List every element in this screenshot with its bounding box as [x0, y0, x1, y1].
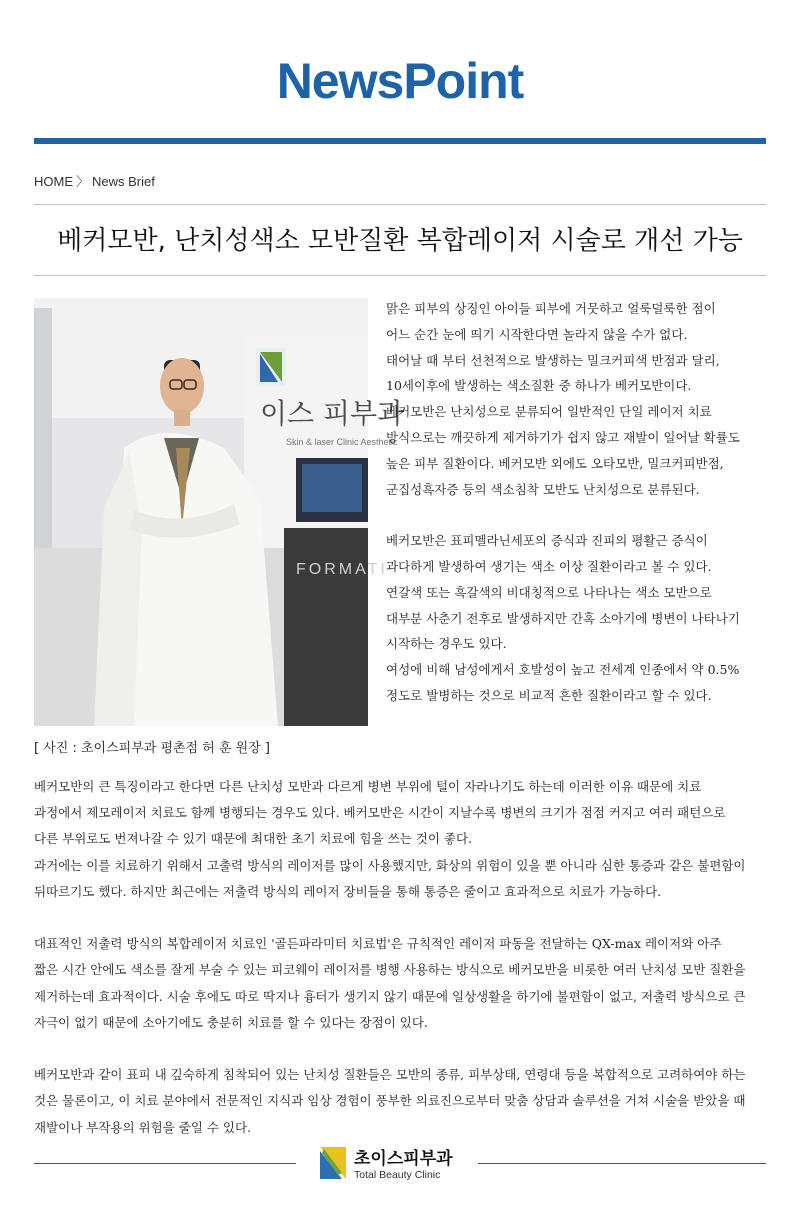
side-text-line: 대부분 사춘기 전후로 발생하지만 간혹 소아기에 병변이 나타나기 [386, 610, 740, 626]
side-paragraph-1 [386, 296, 776, 502]
body-text-line: 재발이나 부작용의 위험을 줄일 수 있다. [34, 1119, 252, 1135]
body-text-line: 과거에는 이를 치료하기 위해서 고출력 방식의 레이저를 많이 사용했지만, 화상의 위험이 있을 뿐 아니라 심한 통증과 같은 불편함이 [34, 857, 746, 873]
photo-caption: [ 사진 : 초이스피부과 평촌점 허 훈 원장 ] [34, 741, 270, 756]
breadcrumb-separator: 〉 [76, 174, 90, 189]
side-text-line: 태어날 때 부터 선천적으로 발생하는 밀크커피색 반점과 달리, [386, 352, 720, 368]
side-text-line: 맑은 피부의 상징인 아이들 피부에 거뭇하고 얼룩덜룩한 점이 [386, 301, 716, 316]
clinic-subtitle: Total Beauty Clinic [354, 1169, 441, 1181]
breadcrumb-section-link[interactable]: News Brief [92, 174, 155, 189]
side-text-line: 여성에 비해 남성에게서 호발성이 높고 전세계 인종에서 약 0.5% [386, 662, 740, 678]
body-text-line: 베커모반과 같이 표피 내 깊숙하게 침착되어 있는 난치성 질환들은 모반의 종류, 피부상태, 연령대 등을 복합적으로 고려하여야 하는 [34, 1067, 746, 1083]
body-text-line: 대표적인 저출력 방식의 복합레이저 치료인 '골든파라미터 치료법'은 규칙적인 레이저 파동을 전달하는 QX-max 레이저와 아주 [34, 936, 722, 952]
photo-sign-text: 이스 피부과 [260, 397, 405, 430]
side-text-line: 방식으로는 깨끗하게 제거하기가 쉽지 않고 재발이 일어날 확률도 [386, 429, 740, 445]
photo-desk-text: FORMATI [296, 561, 388, 578]
side-text-line: 시작하는 경우도 있다. [386, 636, 507, 652]
side-text-line: 베커모반은 표피멜라닌세포의 증식과 진피의 평활근 증식이 [386, 533, 708, 549]
side-text-line: 연갈색 또는 흑갈색의 비대칭적으로 나타나는 색소 모반으로 [386, 584, 712, 600]
header-rule [34, 138, 766, 144]
photo-sign-sub: Skin & laser Clinic Aesthetic [286, 437, 398, 447]
body-text-line: 베커모반의 큰 특징이라고 한다면 다른 난치성 모반과 다르게 병변 부위에 털이 자라나기도 하는데 이러한 이유 때문에 치료 [34, 779, 702, 794]
side-text-line: 어느 순간 눈에 띄기 시작한다면 놀라지 않을 수가 없다. [386, 326, 688, 342]
body-text-line: 짧은 시간 안에도 색소를 잘게 부술 수 있는 피코웨이 레이저를 병행 사용하는 방식으로 베커모반을 비롯한 여러 난치성 모반 질환을 [34, 962, 746, 978]
body-paragraph-2 [34, 931, 774, 1036]
body-text-line: 자극이 없기 때문에 소아기에도 충분히 치료를 할 수 있다는 장점이 있다. [34, 1014, 428, 1030]
clinic-leaf-logo-icon [316, 1143, 350, 1183]
side-text-line: 10세이후에 발생하는 색소질환 중 하나가 베커모반이다. [386, 378, 692, 394]
clinic-name: 초이스피부과 [354, 1149, 453, 1169]
article-photo [34, 298, 405, 726]
article-body-text [34, 774, 774, 1141]
side-text-line: 과다하게 발생하여 생기는 색소 이상 질환이라고 볼 수 있다. [386, 558, 712, 574]
site-logo[interactable]: NewsPoint [276, 53, 524, 109]
breadcrumb-home-link[interactable]: HOME [34, 174, 73, 189]
breadcrumb [34, 171, 155, 190]
footer-divider-right [478, 1163, 766, 1164]
side-paragraph-2 [386, 528, 776, 709]
headline-top-divider [34, 204, 766, 205]
body-paragraph-3 [34, 1062, 774, 1141]
footer-divider-left [34, 1163, 296, 1164]
article-headline: 베커모반, 난치성색소 모반질환 복합레이저 시술로 개선 가능 [57, 226, 743, 256]
body-text-line: 제거하는데 효과적이다. 시술 후에도 따로 딱지나 흉터가 생기지 않기 때문에 일상생활을 하기에 불편함이 없고, 저출력 방식으로 큰 [34, 988, 746, 1004]
headline-bottom-divider [34, 275, 766, 276]
body-text-line: 것은 물론이고, 이 치료 분야에서 전문적인 지식과 임상 경험이 풍부한 의료진으로부터 맞춤 상담과 솔루션을 거쳐 시술을 받았을 때 [34, 1093, 746, 1109]
side-text-line: 정도로 발병하는 것으로 비교적 흔한 질환이라고 할 수 있다. [386, 687, 712, 703]
body-text-line: 다른 부위로도 번져나갈 수 있기 때문에 최대한 초기 치료에 힘을 쓰는 것이 좋다. [34, 831, 473, 847]
side-text-line: 높은 피부 질환이다. 베커모반 외에도 오타모반, 밀크커피반점, [386, 455, 724, 471]
side-text-line: 베커모반은 난치성으로 분류되어 일반적인 단일 레이저 치료 [386, 404, 712, 420]
body-paragraph-1 [34, 774, 774, 905]
body-text-line: 과정에서 제모레이저 치료도 함께 병행되는 경우도 있다. 베커모반은 시간이 지날수록 병변의 크기가 점점 커지고 여러 패턴으로 [34, 805, 726, 821]
article-side-text [386, 296, 776, 709]
body-text-line: 뒤따르기도 했다. 하지만 최근에는 저출력 방식의 레이저 장비들을 통해 통증은 줄이고 효과적으로 치료가 가능하다. [34, 883, 662, 899]
side-text-line: 군집성흑자증 등의 색소침착 모반도 난치성으로 분류된다. [386, 481, 700, 497]
